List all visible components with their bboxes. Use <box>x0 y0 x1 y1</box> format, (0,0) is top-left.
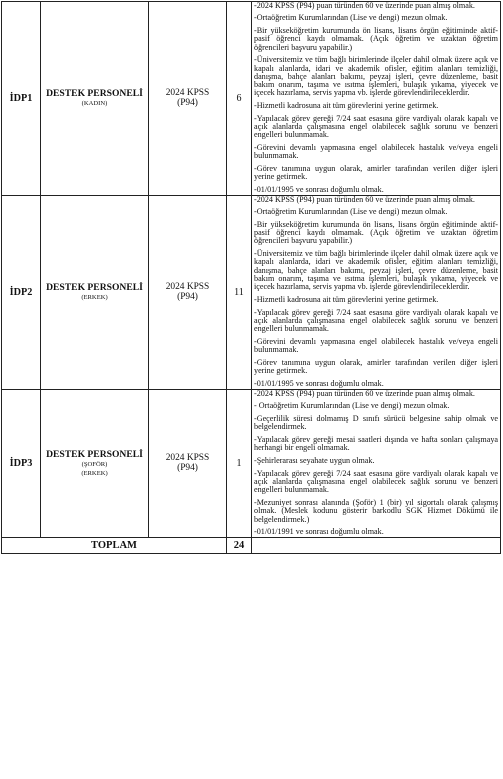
positions-table <box>1 1 501 554</box>
requirement-item: -Mezuniyet sonrası alanında (Şoför) 1 (bir) yıl sigortalı olarak çalışmış olmak. (Meslek kodunu gösterir barkodlu SGK Hizmet Dökümü ile belgelendirmek.) <box>254 498 498 524</box>
position-title: DESTEK PERSONELİ <box>46 282 143 294</box>
position-title-cell <box>41 195 149 389</box>
requirements-cell <box>252 2 501 196</box>
position-code: İDP2 <box>2 195 41 389</box>
requirement-item: -Bir yükseköğretim kurumunda ön lisans, lisans örgün eğitiminde aktif-pasif öğrenci kaydı olmamak. (Açık öğretim ve uzaktan öğretim öğrencileri başvuru yapabilir.) <box>254 219 498 246</box>
exam-score-type: (P94) <box>177 98 198 109</box>
table-row <box>2 2 501 196</box>
requirement-item: -01/01/1991 ve sonrası doğumlu olmak. <box>254 527 384 537</box>
table-row <box>2 389 501 538</box>
requirement-item: -Üniversitemiz ve tüm bağlı birimlerinde ilçeler dahil olmak üzere açık ve kapalı alanlarda, idari ve akademik ofisler, eğitim alanları temizliği, danışma, bahçe alanları bakımı, peyzaj işleri, çevre düzenleme, basit bakım onarım, taşıma ve ısıtma işlemleri, bulaşık yıkama, yiyecek ve içecek hazırlama, servis yapma vb. işlerde görevlendirileceklerdir. <box>254 249 498 291</box>
total-empty-cell <box>252 538 501 554</box>
position-subtitle: (KADIN) <box>81 100 108 108</box>
requirement-item: -Yapılacak görev gereği 7/24 saat esasına göre vardiyalı olarak kapalı ve açık alanlarda çalışmasına engel olabilecek sağlık sorunu ve benzeri engelleri bulunmamak. <box>254 468 498 495</box>
requirement-item: -Üniversitemiz ve tüm bağlı birimlerinde ilçeler dahil olmak üzere açık ve kapalı alanlarda, idari ve akademik ofisler, eğitim alanları temizliği, danışma, bahçe alanları bakımı, peyzaj işleri, çevre düzenleme, basit bakım onarım, taşıma ve ısıtma işlemleri, bulaşık yıkama, yiyecek ve içecek hazırlama, servis yapma vb. işlerde görevlendirileceklerdir. <box>254 55 498 98</box>
exam-cell <box>149 389 227 538</box>
position-title: DESTEK PERSONELİ <box>46 448 143 460</box>
requirement-item: -Hizmetli kadrosuna ait tüm görevlerini yerine getirmek. <box>254 101 439 110</box>
position-count: 11 <box>227 195 252 389</box>
requirement-item: - Ortaöğretim Kurumlarından (Lise ve dengi) mezun olmak. <box>254 401 450 411</box>
requirement-item: -Hizmetli kadrosuna ait tüm görevlerini yerine getirmek. <box>254 294 439 304</box>
requirements-cell <box>252 389 501 538</box>
position-subtitle: (ŞOFÖR) <box>81 460 108 468</box>
position-title-cell <box>41 2 149 196</box>
requirement-item: -01/01/1995 ve sonrası doğumlu olmak. <box>254 378 384 388</box>
exam-cell <box>149 195 227 389</box>
requirement-item: -01/01/1995 ve sonrası doğumlu olmak. <box>254 185 384 194</box>
position-subtitle: (ERKEK) <box>81 469 108 477</box>
position-subtitle: (ERKEK) <box>81 294 108 302</box>
position-count: 6 <box>227 2 252 196</box>
requirement-item: -Yapılacak görev gereği mesai saatleri dışında ve hafta sonları çalışmaya herhangi bir engeli olmamak. <box>254 435 498 453</box>
requirements-cell <box>252 195 501 389</box>
exam-score-type: (P94) <box>177 463 198 474</box>
exam-name: 2024 KPSS <box>165 88 210 99</box>
total-value: 24 <box>227 538 252 554</box>
requirement-item: -Yapılacak görev gereği 7/24 saat esasına göre vardiyalı olarak kapalı ve açık alanlarda çalışmasına engel olabilecek sağlık sorunu ve benzeri engelleri bulunmamak. <box>254 113 498 140</box>
position-title: DESTEK PERSONELİ <box>46 88 143 100</box>
requirement-item: -Yapılacak görev gereği 7/24 saat esasına göre vardiyalı olarak kapalı ve açık alanlarda çalışmasına engel olabilecek sağlık sorunu ve benzeri engelleri bulunmamak. <box>254 307 498 333</box>
requirement-item: -Bir yükseköğretim kurumunda ön lisans, lisans örgün eğitiminde aktif-pasif öğrenci kaydı olmamak. (Açık öğretim ve uzaktan öğretim öğrencileri başvuru yapabilir.) <box>254 26 498 52</box>
exam-cell <box>149 2 227 196</box>
total-row <box>2 538 501 554</box>
position-code: İDP3 <box>2 389 41 538</box>
requirement-item: -Şehirlerarası seyahate uygun olmak. <box>254 456 375 465</box>
exam-name: 2024 KPSS <box>165 453 210 464</box>
position-code: İDP1 <box>2 2 41 196</box>
exam-name: 2024 KPSS <box>165 282 210 293</box>
requirement-item: -Ortaöğretim Kurumlarından (Lise ve dengi) mezun olmak. <box>254 13 448 23</box>
exam-score-type: (P94) <box>177 292 198 303</box>
requirement-item: -Ortaöğretim Kurumlarından (Lise ve dengi) mezun olmak. <box>254 207 448 216</box>
requirement-item: -Geçerlilik süresi dolmamış D sınıfı sürücü belgesine sahip olmak ve belgelendirmek. <box>254 414 498 432</box>
table-row <box>2 195 501 389</box>
requirement-item: -Görev tanımına uygun olarak, amirler tarafından verilen diğer işleri yerine getirmek. <box>254 164 498 182</box>
requirement-item: -2024 KPSS (P94) puan türünden 60 ve üzerinde puan almış olmak. <box>254 388 475 398</box>
position-title-cell <box>41 389 149 538</box>
requirement-item: -Görevini devamlı yapmasına engel olabilecek hastalık ve/veya engeli bulunmamak. <box>254 143 498 161</box>
requirement-item: -2024 KPSS (P94) puan türünden 60 ve üzerinde puan almış olmak. <box>254 194 475 204</box>
requirement-item: -Görev tanımına uygun olarak, amirler tarafından verilen diğer işleri yerine getirmek. <box>254 357 498 375</box>
requirement-item: -2024 KPSS (P94) puan türünden 60 ve üzerinde puan almış olmak. <box>254 1 475 10</box>
total-label: TOPLAM <box>2 538 227 554</box>
requirement-item: -Görevini devamlı yapmasına engel olabilecek hastalık ve/veya engeli bulunmamak. <box>254 336 498 354</box>
position-count: 1 <box>227 389 252 538</box>
